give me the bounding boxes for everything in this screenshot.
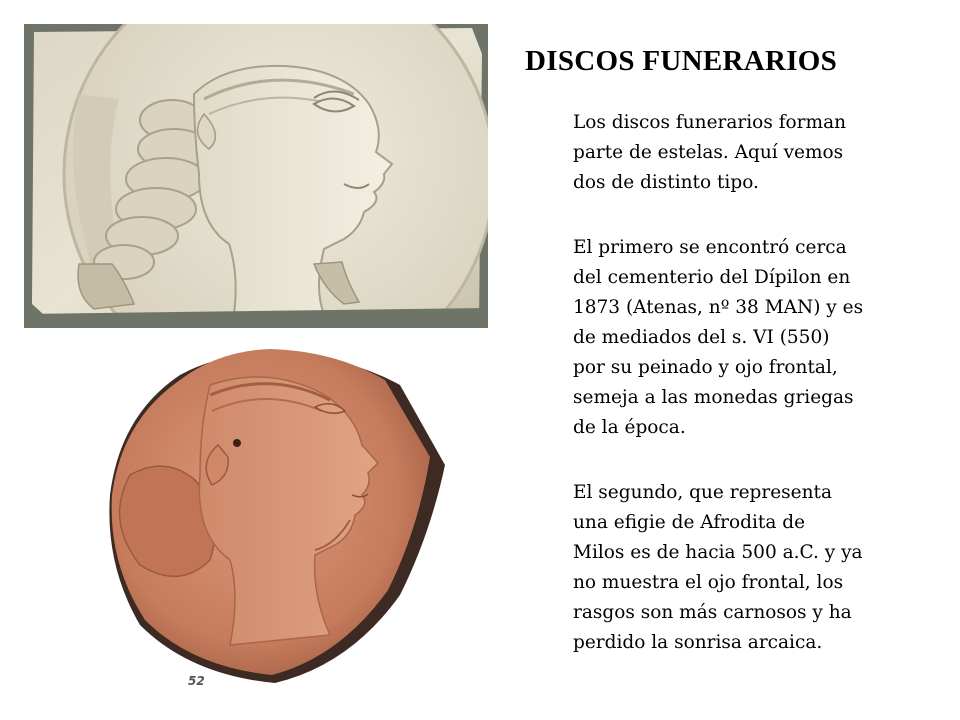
text-line: no muestra el ojo frontal, los: [573, 572, 844, 593]
text-line: de mediados del s. VI (550): [573, 327, 830, 348]
text-line: perdido la sonrisa arcaica.: [573, 632, 823, 653]
marble-relief-photo: [24, 24, 488, 328]
paragraph-second-disc: [573, 478, 933, 658]
text-line: rasgos son más carnosos y ha: [573, 602, 852, 623]
text-line: por su peinado y ojo frontal,: [573, 357, 838, 378]
slide-title: DISCOS FUNERARIOS: [525, 45, 838, 77]
text-line: parte de estelas. Aquí vemos: [573, 142, 844, 163]
text-line: Milos es de hacia 500 a.C. y ya: [573, 542, 863, 563]
text-line: Los discos funerarios forman: [573, 112, 847, 133]
paragraph-first-disc: [573, 233, 933, 443]
figure-number: 52: [188, 674, 205, 688]
text-line: una efigie de Afrodita de: [573, 512, 806, 533]
text-line: El primero se encontró cerca: [573, 237, 847, 258]
text-line: 1873 (Atenas, nº 38 MAN) y es: [573, 297, 864, 318]
text-line: dos de distinto tipo.: [573, 172, 759, 193]
text-line: semeja a las monedas griegas: [573, 387, 854, 408]
text-line: del cementerio del Dípilon en: [573, 267, 851, 288]
terracotta-disc-photo: [100, 345, 450, 690]
text-line: de la época.: [573, 417, 686, 438]
text-line: El segundo, que representa: [573, 482, 832, 503]
paragraph-intro: [573, 108, 933, 198]
